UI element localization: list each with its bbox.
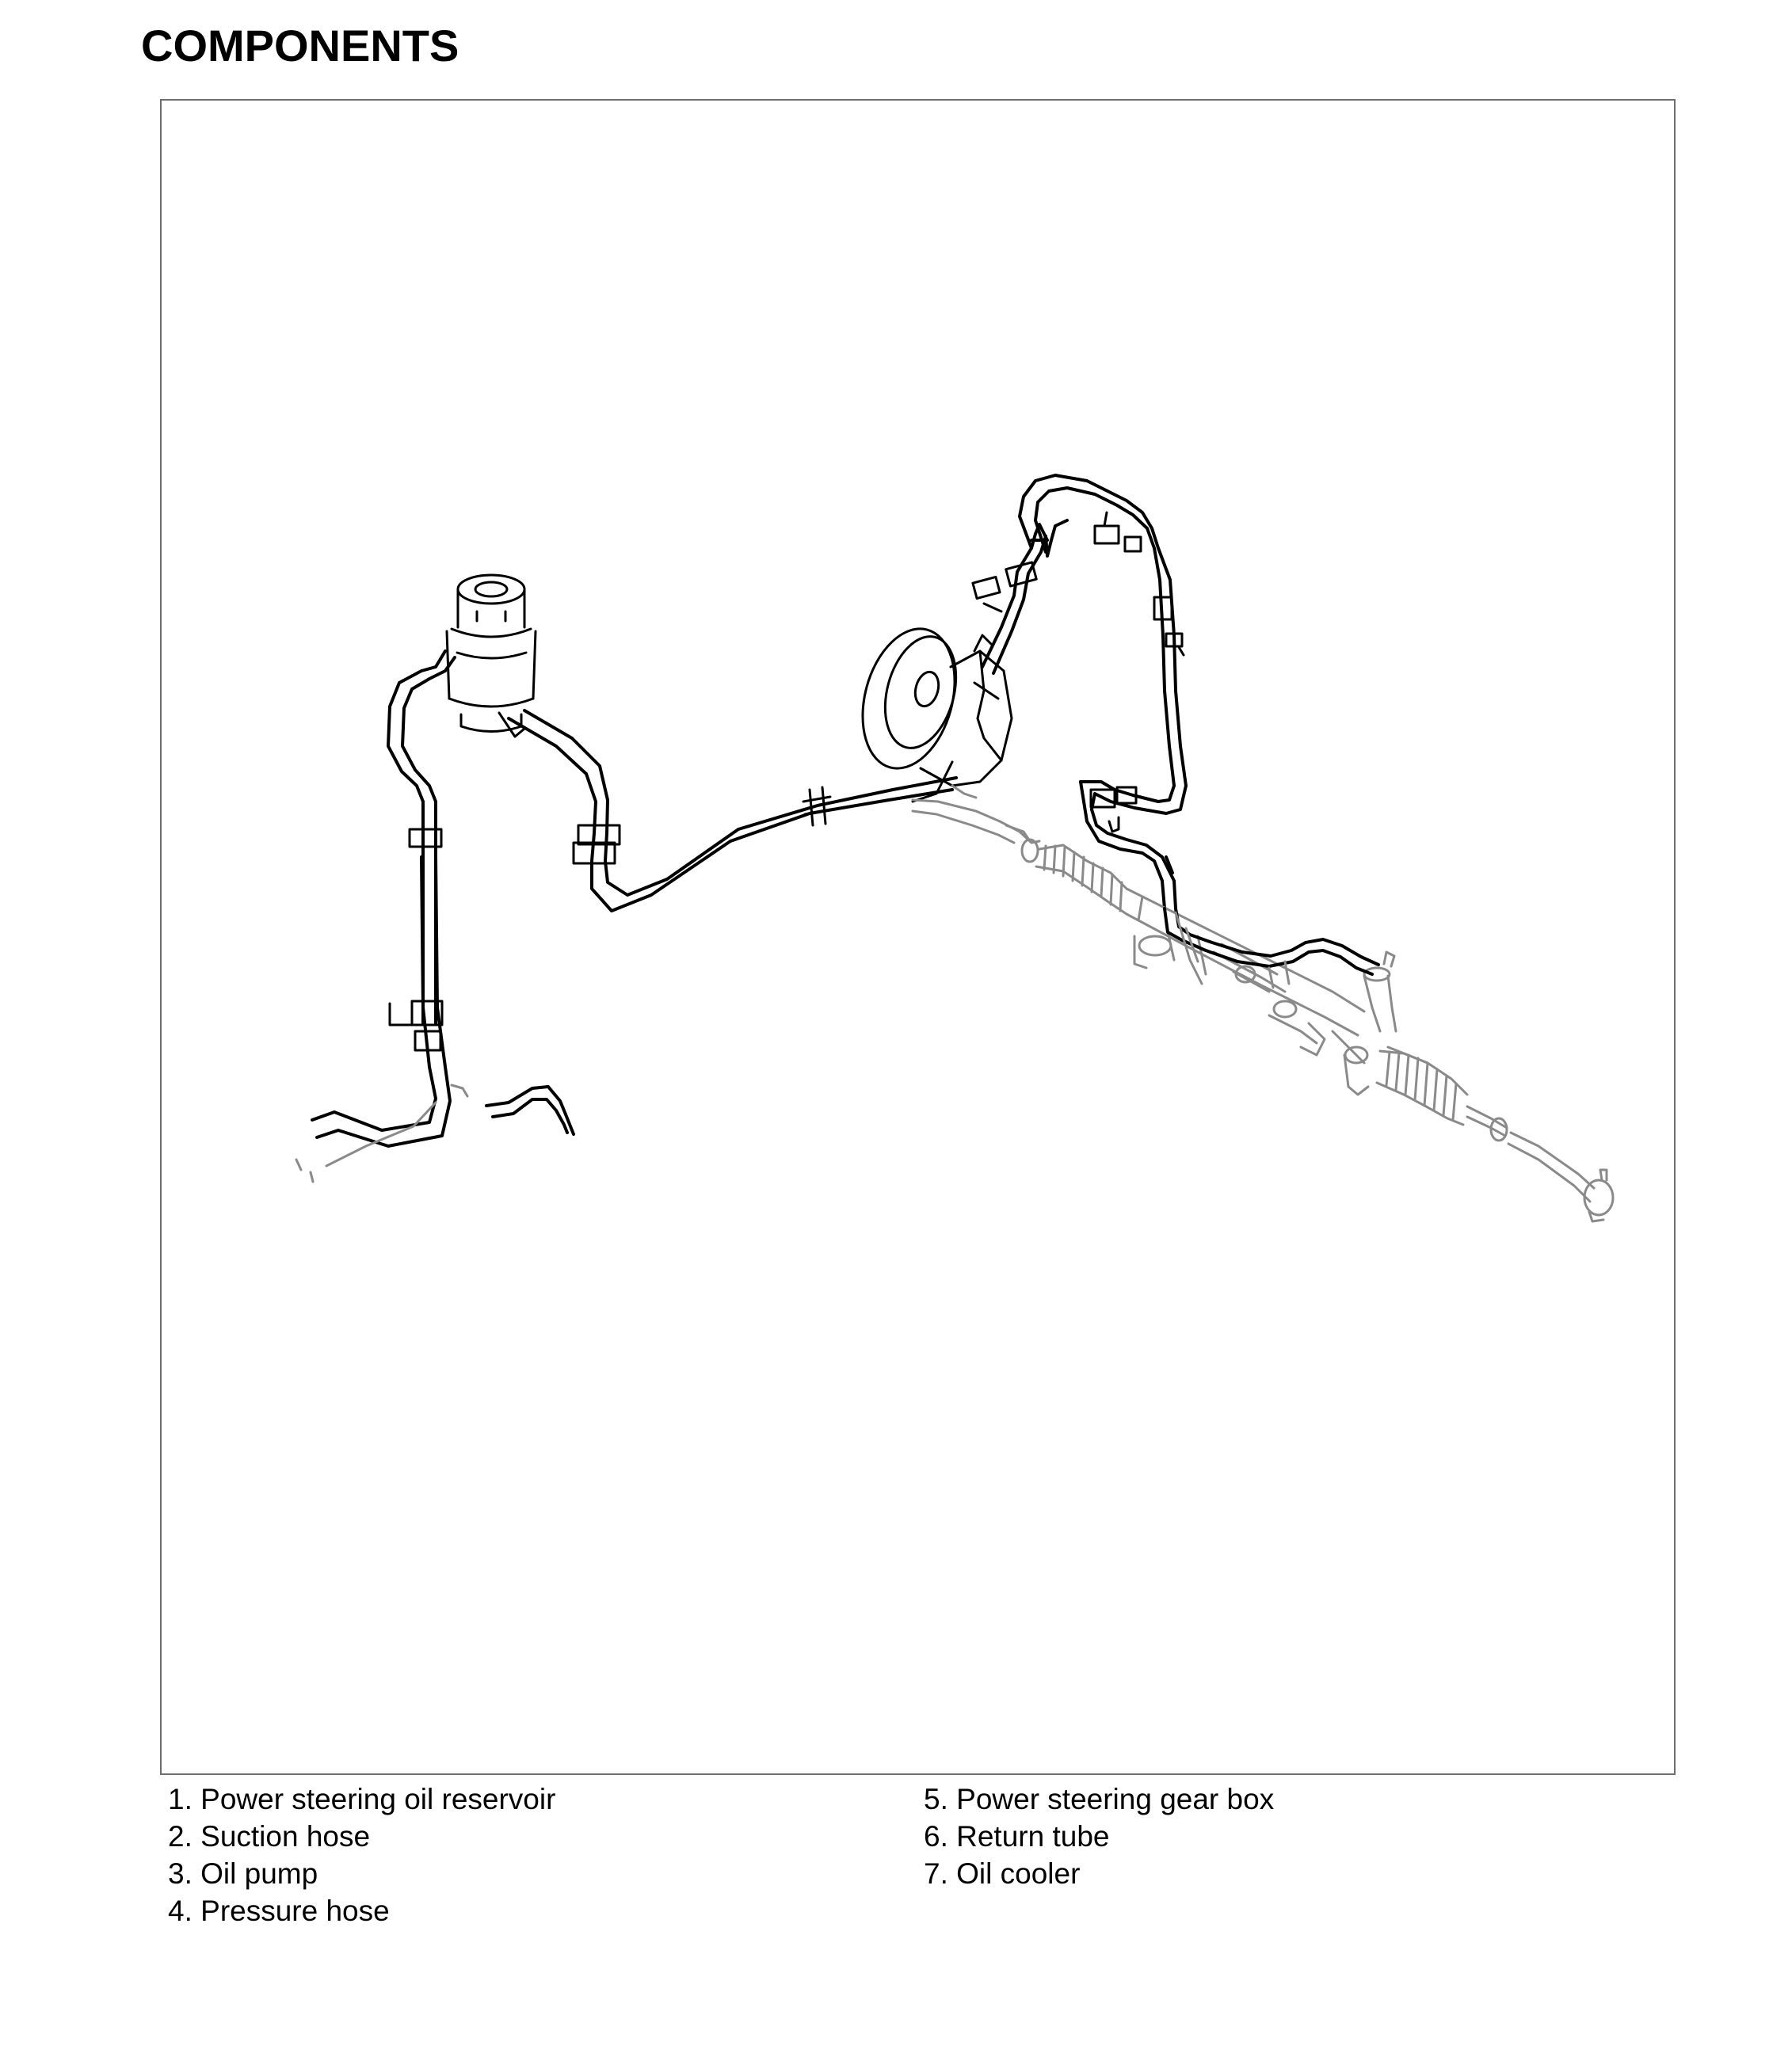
power-steering-gear-box — [1006, 825, 1613, 1221]
reservoir-to-pump-hose — [509, 710, 956, 911]
suction-hose — [388, 651, 455, 1023]
return-hose — [1081, 782, 1186, 908]
legend-item: 2. Suction hose — [168, 1820, 371, 1853]
reservoir-hose-clamps — [499, 713, 832, 863]
legend-item: 7. Oil cooler — [924, 1857, 1081, 1890]
legend-item: 3. Oil pump — [168, 1857, 318, 1890]
legend-item: 1. Power steering oil reservoir — [168, 1783, 556, 1815]
legend-left — [168, 1781, 555, 1929]
oil-cooler — [1020, 475, 1186, 786]
oil-pump — [848, 619, 1012, 802]
legend-item: 5. Power steering gear box — [924, 1783, 1275, 1815]
legend-item: 6. Return tube — [924, 1820, 1110, 1853]
components-figure — [160, 99, 1676, 1775]
power-steering-diagram — [162, 101, 1674, 1773]
power-steering-oil-reservoir — [447, 575, 536, 732]
pressure-hose-loose-end — [486, 1087, 574, 1134]
pressure-hose-upper — [982, 534, 1046, 673]
page-title: COMPONENTS — [141, 21, 459, 70]
legend-item: 4. Pressure hose — [168, 1895, 390, 1927]
legend-right — [924, 1781, 1274, 1892]
